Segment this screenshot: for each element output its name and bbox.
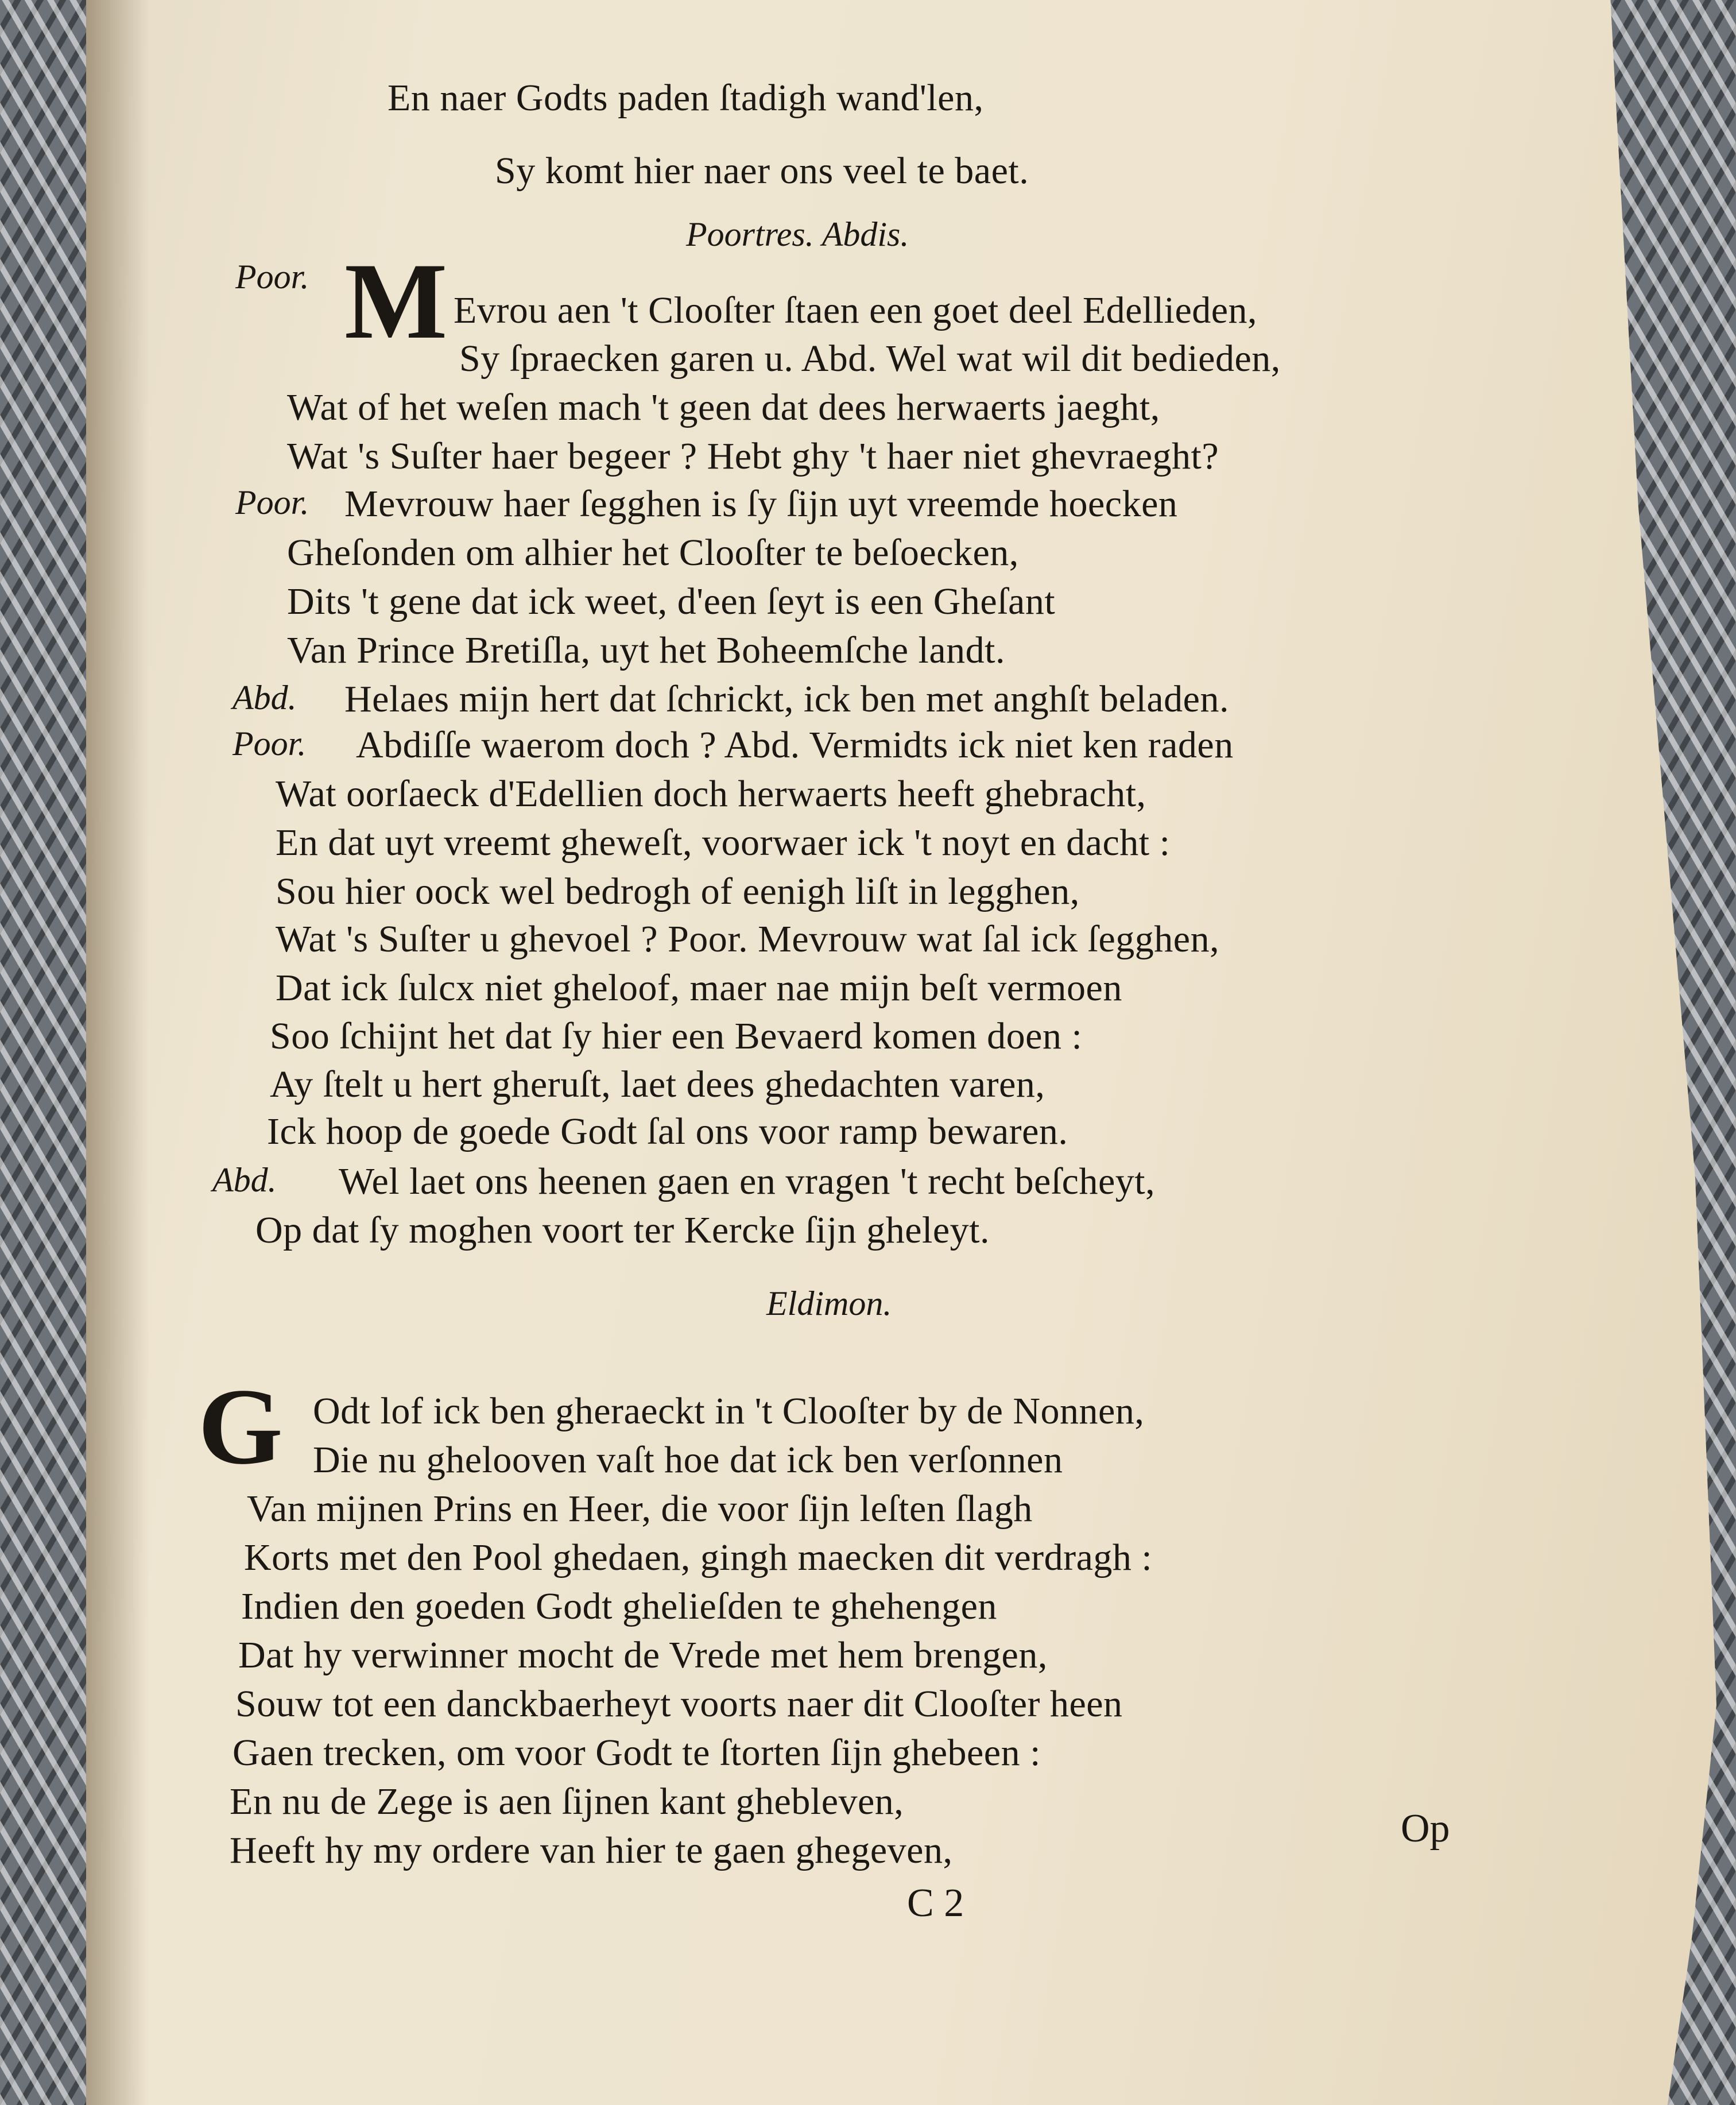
speaker-label: Poor. <box>235 258 309 296</box>
verse-line: Van Prince Bretiſla, uyt het Boheemſche landt. <box>287 629 1005 671</box>
speaker-label: Abd. <box>232 679 297 717</box>
verse-line: Souw tot een danckbaerheyt voorts naer dit Clooſter heen <box>235 1683 1123 1725</box>
speaker-label: Abd. <box>212 1161 277 1199</box>
verse-line: Wel laet ons heenen gaen en vragen 't recht beſcheyt, <box>339 1160 1156 1202</box>
verse-line: Wat of het weſen mach 't geen dat dees herwaerts jaeght, <box>287 386 1160 428</box>
verse-line: Sou hier oock wel bedrogh of eenigh liſt in legghen, <box>276 870 1080 912</box>
drop-cap-letter: M <box>344 241 448 362</box>
verse-line: En nu de Zege is aen ſijnen kant ghebleven, <box>230 1781 904 1822</box>
verse-line: Wat 's Suſter u ghevoel ? Poor. Mevrouw wat ſal ick ſegghen, <box>276 918 1220 960</box>
verse-line: Korts met den Pool ghedaen, gingh maecken dit verdragh : <box>244 1537 1153 1578</box>
speaker-label: Poor. <box>232 725 307 763</box>
verse-line: Gheſonden om alhier het Clooſter te beſoecken, <box>287 532 1019 574</box>
verse-line: Abdiſſe waerom doch ? Abd. Vermidts ick niet ken raden <box>356 724 1234 766</box>
verse-line: Van mijnen Prins en Heer, die voor ſijn leſten ſlagh <box>247 1488 1033 1530</box>
verse-line: Wat 's Suſter haer begeer ? Hebt ghy 't haer niet ghevraeght? <box>287 435 1219 477</box>
catchword: Op <box>1401 1806 1450 1851</box>
verse-line: Dits 't gene dat ick weet, d'een ſeyt is een Gheſant <box>287 581 1056 622</box>
verse-line: Die nu ghelooven vaſt hoe dat ick ben verſonnen <box>313 1439 1063 1481</box>
verse-line: Heeft hy my ordere van hier te gaen ghegeven, <box>230 1829 953 1871</box>
verse-line: Indien den goeden Godt ghelieſden te ghehengen <box>241 1585 997 1627</box>
verse-line: Sy ſpraecken garen u. Abd. Wel wat wil dit bedieden, <box>459 338 1281 380</box>
signature-mark: C 2 <box>907 1881 964 1925</box>
verse-line: Ick hoop de goede Godt ſal ons voor ramp bewaren. <box>267 1110 1068 1152</box>
intro-line: Sy komt hier naer ons veel te baet. <box>495 150 1029 192</box>
verse-line: Dat hy verwinner mocht de Vrede met hem brengen, <box>238 1634 1048 1676</box>
drop-cap-letter: G <box>198 1367 283 1487</box>
verse-line: Dat ick ſulcx niet gheloof, maer nae mijn beſt vermoen <box>276 967 1122 1009</box>
verse-line: Op dat ſy moghen voort ter Kercke ſijn gheleyt. <box>255 1209 990 1251</box>
verse-line: Evrou aen 't Clooſter ſtaen een goet deel Edellieden, <box>454 289 1258 331</box>
verse-line: Ay ſtelt u hert gheruſt, laet dees ghedachten varen, <box>270 1063 1045 1105</box>
verse-line: Mevrouw haer ſegghen is ſy ſijn uyt vreemde hoecken <box>344 483 1178 525</box>
scene-heading: Poortres. Abdis. <box>686 215 909 253</box>
scene-heading: Eldimon. <box>766 1284 892 1322</box>
verse-line: En dat uyt vreemt gheweſt, voorwaer ick 't noyt en dacht : <box>276 822 1171 864</box>
verse-line: Wat oorſaeck d'Edellien doch herwaerts heeft ghebracht, <box>276 773 1146 815</box>
verse-line: Odt lof ick ben gheraeckt in 't Clooſter by de Nonnen, <box>313 1390 1145 1432</box>
verse-line: Gaen trecken, om voor Godt te ſtorten ſijn ghebeen : <box>232 1732 1041 1774</box>
speaker-label: Poor. <box>235 483 309 521</box>
verse-line: Helaes mijn hert dat ſchrickt, ick ben met anghſt beladen. <box>344 678 1229 720</box>
intro-line: En naer Godts paden ſtadigh wand'len, <box>388 77 984 119</box>
verse-line: Soo ſchijnt het dat ſy hier een Bevaerd komen doen : <box>270 1015 1083 1057</box>
